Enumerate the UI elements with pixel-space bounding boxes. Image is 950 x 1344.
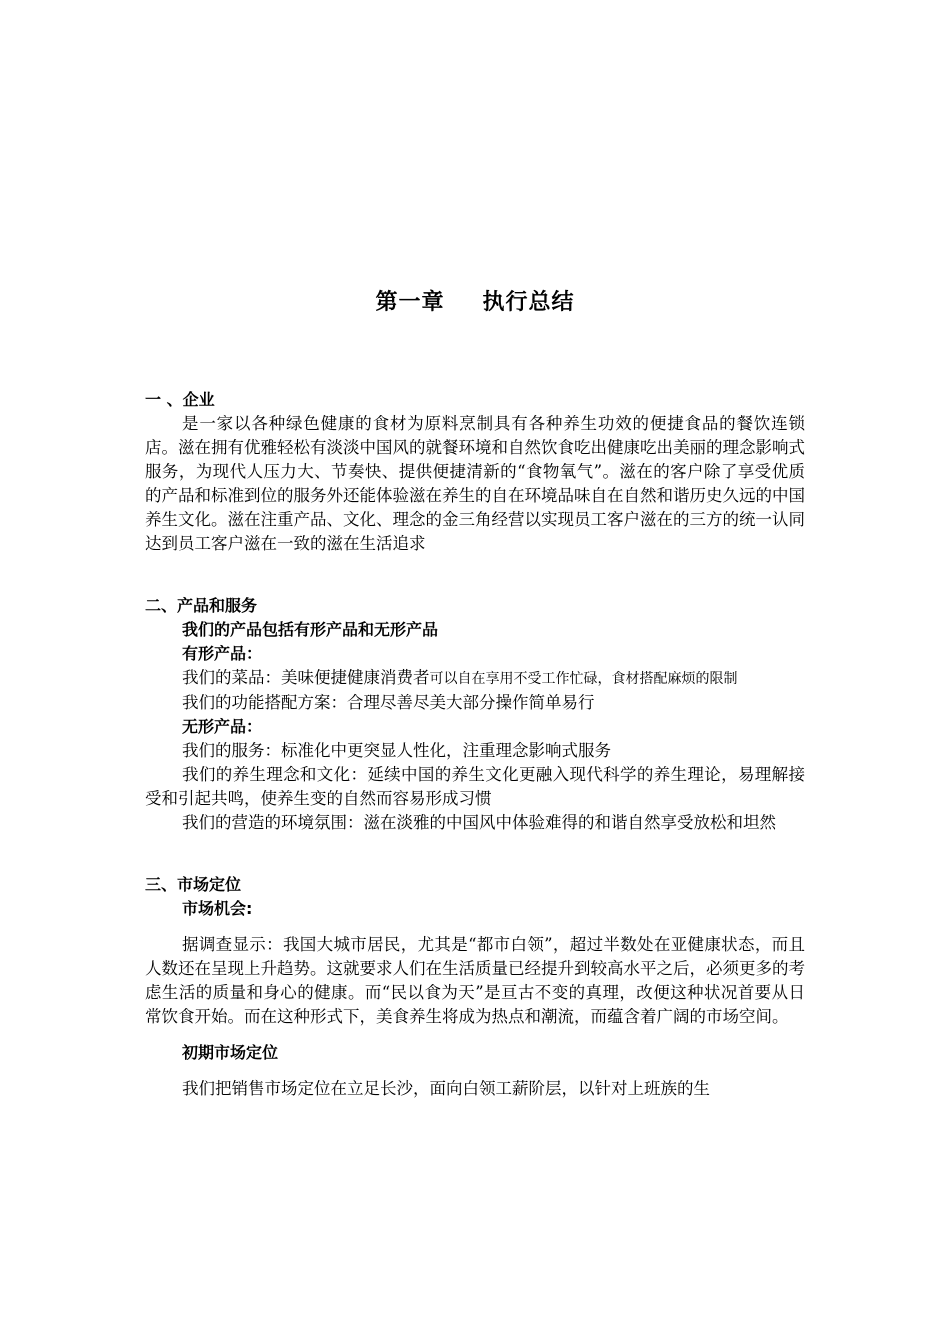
culture-paragraph: 我们的养生理念和文化：延续中国的养生文化更融入现代科学的养生理论，易理解接受和引起共鸣，使养生变的自然而容易形成习惯 xyxy=(145,765,805,808)
dishes-paragraph xyxy=(145,666,805,691)
initial-positioning-label: 初期市场定位 xyxy=(182,1043,279,1062)
function-paragraph: 我们的功能搭配方案：合理尽善尽美大部分操作简单易行 xyxy=(182,693,595,712)
section-heading-products: 二、产品和服务 xyxy=(145,596,258,615)
chapter-name: 执行总结 xyxy=(482,290,575,315)
chapter-label: 第一章 xyxy=(375,290,445,315)
market-opportunity-paragraph: 据调查显示：我国大城市居民，尤其是“都市白领”，超过半数处在亚健康状态，而且人数还在呈现上升趋势。这就要求人们在生活质量已经提升到较高水平之后，必须更多的考虑生活的质量和身心的健康。而“民以食为天”是亘古不变的真理，改便这种状况首要从日常饮食开始。而在这种形式下，美食养生将成为热点和潮流，而蕴含着广阔的市场空间。 xyxy=(145,935,805,1026)
market-opportunity-label: 市场机会: xyxy=(182,899,253,918)
section-heading-market: 三、市场定位 xyxy=(145,875,242,894)
products-intro: 我们的产品包括有形产品和无形产品 xyxy=(182,620,439,639)
enterprise-paragraph: 是一家以各种绿色健康的食材为原料烹制具有各种养生功效的便捷食品的餐饮连锁店。滋在拥有优雅轻松有淡淡中国风的就餐环境和自然饮食吃出健康吃出美丽的理念影响式服务，为现代人压力大、节奏快、提供便捷清新的“食物氧气”。滋在的客户除了享受优质的产品和标准到位的服务外还能体验滋在养生的自在环境品味自在自然和谐历史久远的中国养生文化。滋在注重产品、文化、理念的金三角经营以实现员工客户滋在的三方的统一认同达到员工客户滋在一致的滋在生活追求 xyxy=(145,414,805,553)
section-heading-enterprise: 一 、企业 xyxy=(145,390,215,409)
service-paragraph: 我们的服务：标准化中更突显人性化，注重理念影响式服务 xyxy=(182,741,611,760)
intangible-products-label: 无形产品： xyxy=(182,717,263,736)
dishes-text: 我们的菜品：美味便捷健康消费者 xyxy=(182,668,430,687)
chapter-title xyxy=(0,285,950,316)
tangible-products-label: 有形产品： xyxy=(182,644,263,663)
environment-paragraph: 我们的营造的环境氛围：滋在淡雅的中国风中体验难得的和谐自然享受放松和坦然 xyxy=(182,813,776,832)
initial-positioning-paragraph: 我们把销售市场定位在立足长沙，面向白领工薪阶层，以针对上班族的生 xyxy=(182,1079,710,1098)
document-body xyxy=(145,388,805,1101)
dishes-text-small: 可以自在享用不受工作忙碌，食材搭配麻烦的限制 xyxy=(429,671,738,687)
